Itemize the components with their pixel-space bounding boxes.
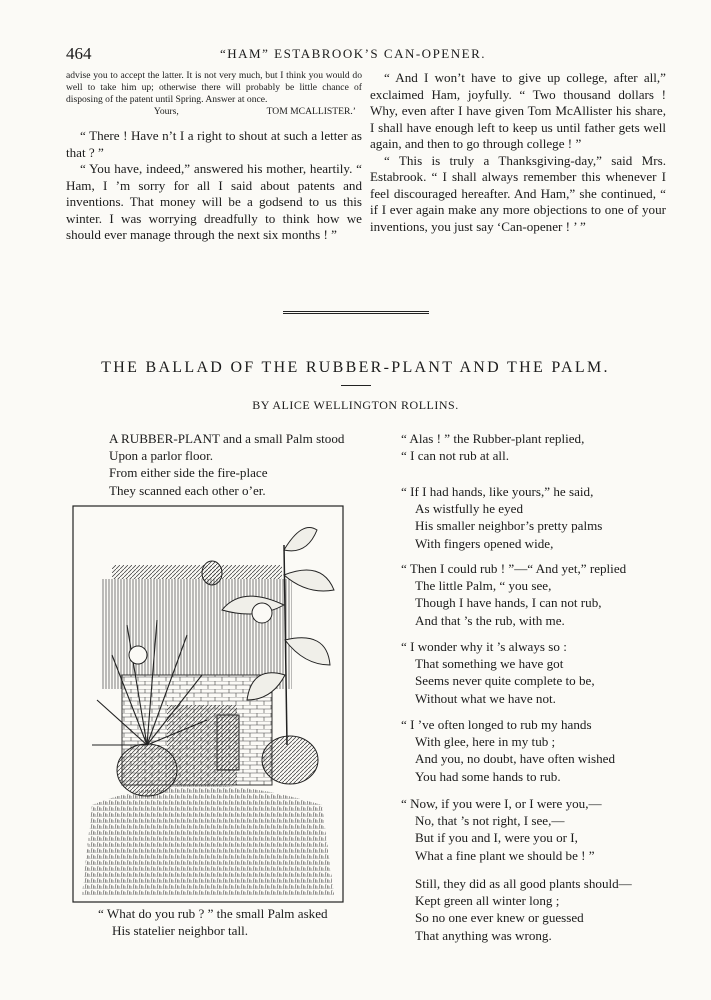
running-head: “HAM” ESTABROOK’S CAN-OPENER.	[220, 46, 486, 61]
page-number: 464	[66, 44, 92, 63]
poem-line: They scanned each other o’er.	[109, 482, 266, 498]
title-rule	[341, 385, 371, 386]
poem-line: “ I ’ve often longed to rub my hands	[401, 717, 592, 732]
poem-line: The little Palm, “ you see,	[415, 578, 552, 594]
letter-closing: Yours,	[153, 106, 179, 117]
poem-line: Upon a parlor floor.	[109, 448, 213, 464]
poem-line: “ Alas ! ” the Rubber-plant replied,	[401, 431, 585, 446]
poem-line: “ Now, if you were I, or I were you,—	[401, 796, 602, 811]
letter-excerpt	[66, 70, 362, 118]
poem-line: So no one ever knew or guessed	[415, 910, 584, 926]
poem-line: No, that ’s not right, I see,—	[415, 813, 565, 829]
section-divider	[283, 311, 429, 314]
poem-line: What a fine plant we should be ! ”	[415, 847, 595, 863]
rubber-plant-and-palm-illustration	[72, 505, 344, 903]
poem-line: Though I have hands, I can not rub,	[415, 595, 602, 611]
poem-line: That something we have got	[415, 656, 564, 672]
poem-byline: BY ALICE WELLINGTON ROLLINS.	[252, 398, 459, 412]
stanza-3	[401, 483, 602, 552]
poem-line: Seems never quite complete to be,	[415, 673, 595, 689]
poem-line: As wistfully he eyed	[415, 501, 524, 517]
stanza-2	[401, 430, 584, 464]
poem-line: But if you and I, were you or I,	[415, 830, 578, 846]
story-paragraph: “ There ! Have n’t I a right to shout at such a letter as that ? ”	[66, 128, 362, 160]
letter-signature: TOM MCALLISTER.’	[266, 106, 356, 117]
poem-line: His statelier neighbor tall.	[112, 923, 248, 939]
story-left-column	[66, 70, 362, 244]
stanza-6	[401, 716, 615, 785]
poem-line: Still, they did as all good plants should—	[415, 876, 632, 891]
stanza-5	[401, 638, 595, 707]
poem-line: “ I wonder why it ’s always so :	[401, 639, 567, 654]
poem-line: “ I can not rub at all.	[401, 448, 509, 464]
poem-line: Without what we have not.	[415, 690, 556, 706]
poem-title: THE BALLAD OF THE RUBBER-PLANT AND THE PALM.	[101, 359, 610, 376]
poem-line: “ What do you rub ? ” the small Palm asked	[98, 906, 328, 921]
poem-line: And that ’s the rub, with me.	[415, 612, 565, 628]
poem-line: And you, no doubt, have often wished	[415, 751, 616, 767]
poem-line: A RUBBER-PLANT and a small Palm stood	[109, 431, 345, 446]
poem-line: “ Then I could rub ! ”—“ And yet,” replied	[401, 561, 627, 576]
poem-line: That anything was wrong.	[415, 927, 552, 943]
stanza-4	[401, 560, 626, 629]
stanza-under-illustration	[98, 905, 328, 939]
letter-signature-line	[66, 106, 362, 118]
story-paragraph: “ This is truly a Thanksgiving-day,” said Mrs. Estabrook. “ I shall always remember this whenever I feel discouraged hereafter. And Ham,” she continued, “ if I ever again make any more objections to one of your inventions, you just say ‘Can-opener ! ’ ”	[370, 152, 666, 234]
letter-text: advise you to accept the latter. It is not very much, but I think you would do well to take him up; otherwise there will probably be little chance of disposing of the patent until Spring. Answer at once.	[66, 70, 362, 105]
stanza-7	[401, 795, 602, 864]
poem-line: His smaller neighbor’s pretty palms	[415, 518, 603, 534]
stanza-8	[415, 875, 632, 944]
poem-line: Kept green all winter long ;	[415, 893, 560, 909]
poem-line: With glee, here in my tub ;	[415, 734, 556, 750]
poem-line: “ If I had hands, like yours,” he said,	[401, 484, 594, 499]
poem-line: With fingers opened wide,	[415, 535, 554, 551]
story-paragraph: “ And I won’t have to give up college, after all,” exclaimed Ham, joyfully. “ Two thousand dollars ! Why, even after I have given Tom McAllister his share, I shall have enough left to keep us until father gets well again, and then to go through college ! ”	[370, 70, 666, 151]
stanza-1	[109, 430, 344, 499]
story-paragraph: “ You have, indeed,” answered his mother, heartily. “ Ham, I ’m sorry for all I said about patents and inventions. That money will be a godsend to us this winter. I was worrying dreadfully to think how we should ever manage through the next six months ! ”	[66, 161, 362, 242]
poem-line: From either side the fire-place	[109, 465, 268, 481]
story-right-column	[370, 70, 666, 235]
poem-line: You had some hands to rub.	[415, 768, 561, 784]
